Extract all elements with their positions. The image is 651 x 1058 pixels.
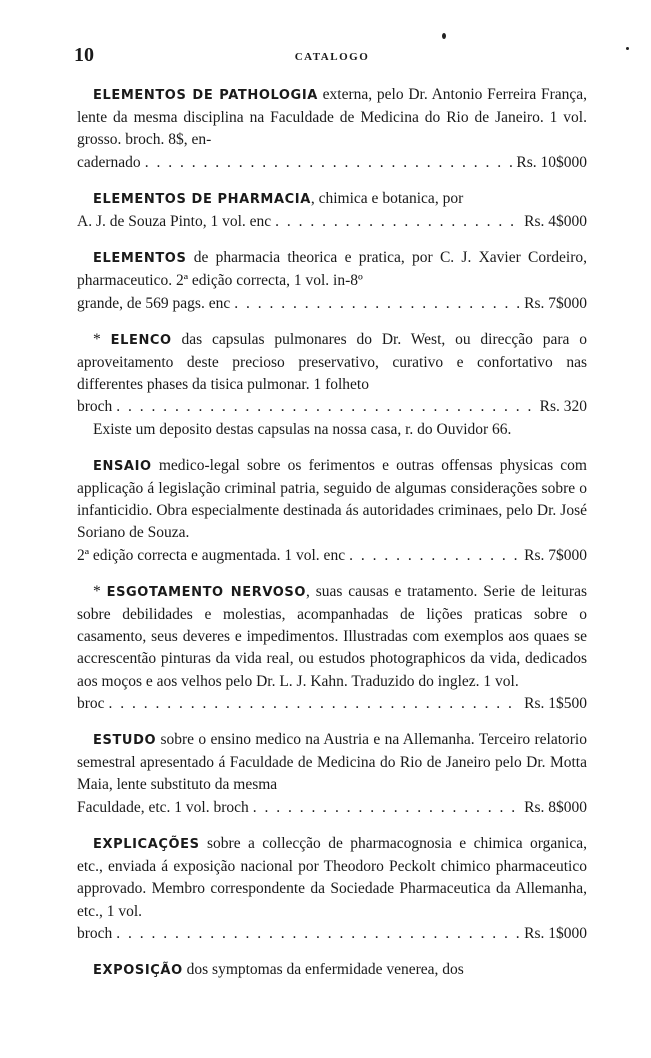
page-number: 10 bbox=[74, 44, 94, 66]
entry-price: Rs. 4$000 bbox=[524, 213, 587, 231]
entry-last-text: cadernado bbox=[77, 153, 141, 171]
entry-text bbox=[77, 84, 587, 152]
catalog-entries bbox=[77, 84, 587, 996]
entry-headword: ELEMENTOS DE PATHOLOGIA bbox=[93, 88, 318, 103]
catalog-entry bbox=[77, 455, 587, 567]
entry-price-line bbox=[77, 293, 587, 315]
entry-text bbox=[77, 188, 587, 211]
entry-text bbox=[77, 247, 587, 292]
entry-price: Rs. 320 bbox=[539, 398, 587, 416]
entry-price: Rs. 8$000 bbox=[524, 798, 587, 816]
entry-headword: ELEMENTOS DE PHARMACIA bbox=[93, 191, 311, 207]
page-header bbox=[74, 44, 590, 68]
entry-price-line bbox=[77, 545, 587, 567]
catalog-entry bbox=[77, 247, 587, 315]
entry-text bbox=[77, 329, 587, 397]
entry-price-line bbox=[77, 693, 587, 715]
ink-speck bbox=[626, 47, 629, 50]
entry-last-text: broch bbox=[77, 924, 113, 942]
entry-text bbox=[77, 455, 587, 545]
catalog-entry bbox=[77, 833, 587, 945]
dot-leader bbox=[275, 211, 520, 233]
entry-text bbox=[77, 833, 587, 923]
dot-leader bbox=[234, 293, 520, 315]
entry-price: Rs. 1$000 bbox=[524, 924, 587, 942]
entry-price: Rs. 7$000 bbox=[524, 546, 587, 564]
entry-price: Rs. 1$500 bbox=[524, 694, 587, 712]
catalog-entry bbox=[77, 188, 587, 233]
entry-body: dos symptomas da enfermidade venerea, dos bbox=[182, 960, 464, 978]
entry-marker: * bbox=[93, 330, 111, 348]
entry-headword: ELEMENTOS bbox=[93, 251, 187, 267]
catalog-entry bbox=[77, 581, 587, 715]
entry-last-text: 2ª edição correcta e augmentada. 1 vol. enc bbox=[77, 546, 346, 564]
dot-leader bbox=[253, 797, 520, 819]
entry-last-text: A. J. de Souza Pinto, 1 vol. enc bbox=[77, 213, 272, 231]
entry-last-text: broch bbox=[77, 398, 113, 416]
entry-body: das capsulas pulmonares do Dr. West, ou direcção para o aproveitamento deste precioso preservativo, curativo e confortativo nas differentes phases da tisica pulmonar. 1 folheto bbox=[77, 330, 587, 394]
entry-last-text: broc bbox=[77, 694, 105, 712]
entry-price: Rs. 7$000 bbox=[524, 294, 587, 312]
catalog-entry bbox=[77, 729, 587, 819]
dot-leader bbox=[349, 545, 520, 567]
dot-leader bbox=[109, 693, 521, 715]
entry-headword: ESGOTAMENTO NERVOSO bbox=[106, 584, 307, 600]
entry-price-line bbox=[77, 211, 587, 233]
dot-leader bbox=[116, 923, 520, 945]
dot-leader bbox=[145, 152, 513, 174]
ink-speck bbox=[442, 33, 446, 39]
entry-price-line bbox=[77, 923, 587, 945]
dot-leader bbox=[116, 396, 535, 418]
entry-headword: EXPOSIÇÃO bbox=[93, 962, 183, 978]
entry-headword: ELENCO bbox=[110, 332, 172, 348]
entry-body: sobre a collecção de pharmacognosia e chimica organica, etc., enviada á exposição nacional por Theodoro Peckolt chimico pharmaceutico approvado. Membro correspondente da Sociedade Pharmaceutica da Allemanha, etc., 1 vol. bbox=[77, 834, 587, 920]
entry-body: , chimica e botanica, por bbox=[310, 189, 464, 207]
entry-headword: ENSAIO bbox=[93, 458, 152, 474]
catalog-entry bbox=[77, 329, 587, 441]
entry-body: sobre o ensino medico na Austria e na Allemanha. Terceiro relatorio semestral apresentado á Faculdade de Medicina do Rio de Janeiro pelo Dr. Motta Maia, lente substituto da mesma bbox=[77, 731, 587, 794]
entry-price-line bbox=[77, 152, 587, 174]
entry-note: Existe um deposito destas capsulas na nossa casa, r. do Ouvidor 66. bbox=[93, 420, 512, 438]
entry-price-line bbox=[77, 797, 587, 819]
entry-body: , suas causas e tratamento. Serie de leituras sobre debilidades e molestias, acompanhadas de lições praticas sobre o casamento, seus deveres e impedimentos. Illustradas com exemplos aos quaes se accrescentão pinturas da vida real, ou estudos photographicos da vida, dedicados aos moços e aos velhos pelo Dr. L. J. Kahn. Traduzido do inglez. 1 vol. bbox=[77, 582, 588, 690]
entry-body: medico-legal sobre os ferimentos e outras offensas physicas com applicação á legislação criminal patria, seguido de algumas considerações sobre o infanticidio. Obra especialmente destinada ás autoridades criminaes, pelo Dr. José Soriano de Souza. bbox=[77, 456, 587, 542]
entry-body: externa, pelo Dr. Antonio Ferreira França, lente da mesma disciplina na Faculdade de Medicina do Rio de Janeiro. 1 vol. grosso. broch. 8$, en- bbox=[77, 86, 588, 149]
entry-last-text: grande, de 569 pags. enc bbox=[77, 294, 231, 312]
entry-last-text: Faculdade, etc. 1 vol. broch bbox=[77, 798, 249, 816]
entry-headword: EXPLICAÇÕES bbox=[93, 836, 200, 852]
catalog-entry bbox=[77, 959, 587, 982]
entry-body: de pharmacia theorica e pratica, por C. J. Xavier Cordeiro, pharmaceutico. 2ª edição correcta, 1 vol. in-8º bbox=[77, 249, 587, 290]
entry-text bbox=[77, 729, 587, 797]
entry-headword: ESTUDO bbox=[93, 733, 157, 749]
running-title: CATALOGO bbox=[294, 51, 370, 63]
entry-text bbox=[77, 581, 587, 693]
entry-price: Rs. 10$000 bbox=[516, 153, 587, 171]
entry-text bbox=[77, 959, 587, 982]
entry-price-line bbox=[77, 396, 587, 418]
entry-marker: * bbox=[93, 582, 107, 600]
catalog-entry bbox=[77, 84, 587, 174]
